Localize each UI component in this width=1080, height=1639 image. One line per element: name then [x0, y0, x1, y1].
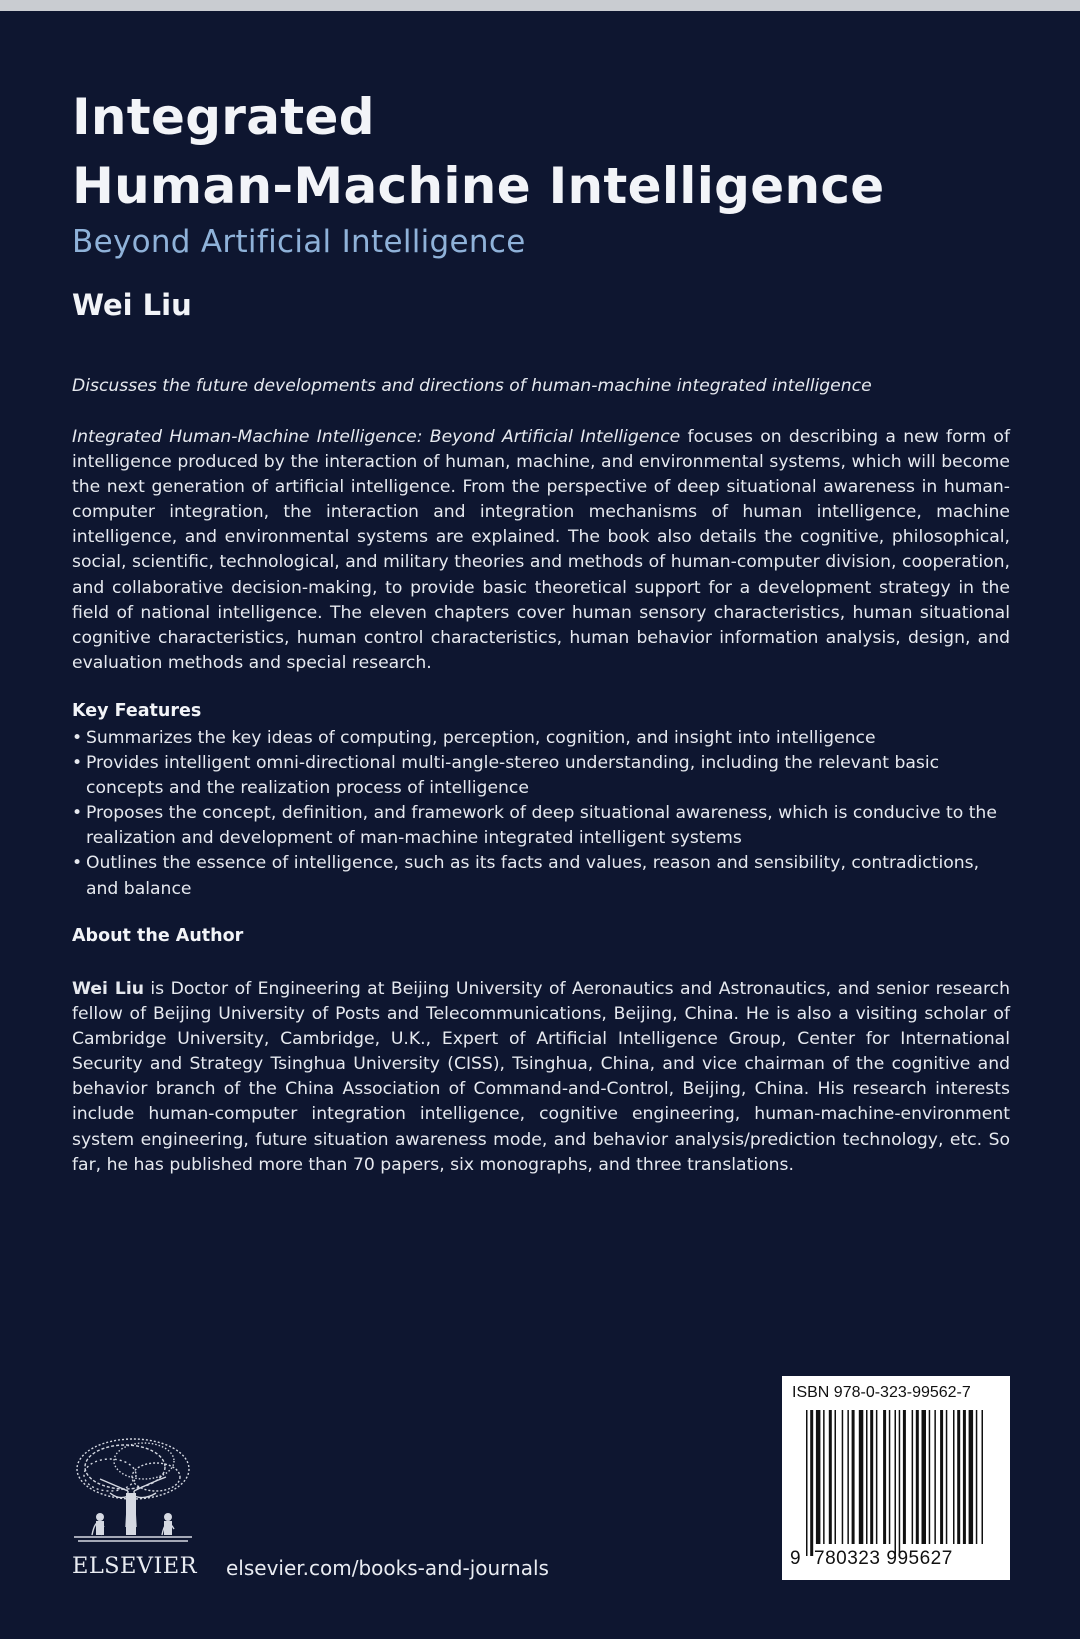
barcode-bar: [957, 1410, 960, 1544]
publisher-url[interactable]: elsevier.com/books-and-journals: [226, 1556, 549, 1580]
bullet: •: [72, 728, 83, 748]
key-feature-text: Provides intelligent omni-directional multi-angle-stereo understanding, including the relevant basic concepts and the realization process of intelligence: [86, 753, 940, 799]
barcode-bar: [889, 1410, 891, 1544]
key-feature-text: Summarizes the key ideas of computing, perception, cognition, and insight into intelligence: [86, 728, 876, 748]
barcode-bar: [823, 1410, 825, 1544]
key-feature-item: [72, 726, 1010, 751]
key-features-list: [72, 726, 1010, 902]
bullet: •: [72, 853, 83, 874]
barcode-bar: [870, 1410, 873, 1544]
barcode-bar: [829, 1410, 832, 1544]
barcode-bar: [912, 1410, 914, 1544]
barcode-bar: [969, 1410, 974, 1544]
key-feature-item: [72, 851, 1010, 901]
elsevier-tree-icon: [70, 1431, 196, 1551]
barcode-digits: [790, 1548, 1006, 1570]
publisher-name: ELSEVIER: [72, 1553, 197, 1579]
book-back-cover: [0, 11, 1080, 1639]
description-text: focuses on describing a new form of intelligence produced by the interaction of human, machine, and environmental systems, which will become the next generation of artificial intelligence. From the perspective of deep situational awareness in human-computer integration, the interaction and integration mechanisms of human intelligence, machine intelligence, and environmental systems are explained. The book also details the cognitive, philosophical, social, scientific, technological, and military theories and methods of human-computer division, cooperation, and collaborative decision-making, to provide basic theoretical support for a development strategy in the field of national intelligence. The eleven chapters cover human sensory characteristics, human situational cognitive characteristics, human control characteristics, human behavior information analysis, design, and evaluation methods and special research.: [72, 427, 1010, 673]
barcode-bar: [866, 1410, 868, 1544]
barcode-bar: [916, 1410, 919, 1544]
barcode-bar: [816, 1410, 821, 1544]
barcode-bar: [876, 1410, 878, 1544]
barcode-bar: [963, 1410, 966, 1544]
book-title: [72, 83, 885, 221]
barcode-bar: [946, 1410, 948, 1544]
bullet: •: [72, 753, 83, 774]
bullet: •: [72, 803, 83, 824]
barcode-bars: [792, 1410, 1000, 1558]
barcode-bar: [859, 1410, 864, 1544]
key-features-heading: Key Features: [72, 701, 202, 721]
barcode-bar: [842, 1410, 844, 1544]
barcode-bar: [883, 1410, 886, 1544]
barcode-bar: [806, 1410, 808, 1556]
barcode-bar: [895, 1410, 897, 1556]
barcode-bar: [835, 1410, 837, 1544]
barcode-digit-group-2: 995627: [886, 1548, 953, 1569]
barcode-bar: [810, 1410, 813, 1556]
about-author-text: [72, 977, 1010, 1178]
about-author-name: Wei Liu: [72, 979, 144, 999]
key-feature-text: Proposes the concept, definition, and framework of deep situational awareness, which is conducive to the realization and development of man-machine integrated intelligent systems: [86, 803, 997, 849]
book-title-line-1: Integrated: [72, 88, 375, 146]
isbn-barcode: [782, 1376, 1010, 1580]
isbn-label: ISBN 978-0-323-99562-7: [792, 1384, 971, 1401]
barcode-bar: [976, 1410, 978, 1544]
key-feature-item: [72, 801, 1010, 851]
top-edge-strip: [0, 0, 1080, 11]
book-description: [72, 425, 1010, 676]
barcode-bar: [847, 1410, 849, 1544]
key-feature-text: Outlines the essence of intelligence, such as its facts and values, reason and sensibility, contradictions, and balance: [86, 853, 980, 899]
barcode-digit-first: 9: [790, 1548, 801, 1569]
barcode-bar: [899, 1410, 901, 1556]
barcode-bar: [929, 1410, 931, 1544]
barcode-bar: [903, 1410, 906, 1544]
about-author-heading: About the Author: [72, 926, 244, 946]
barcode-bar: [852, 1410, 855, 1544]
about-author-bio: is Doctor of Engineering at Beijing University of Aeronautics and Astronautics, and senior research fellow of Beijing University of Posts and Telecommunications, Beijing, China. He is also a visiting scholar of Cambridge University, Cambridge, U.K., Expert of Artificial Intelligence Group, Center for International Security and Strategy Tsinghua University (CISS), Tsinghua, China, and vice chairman of the cognitive and behavior branch of the China Association of Command-and-Control, Beijing, China. His research interests include human-computer integration intelligence, cognitive engineering, human-machine-environment system engineering, future situation awareness mode, and behavior analysis/prediction technology, etc. So far, he has published more than 70 papers, six monographs, and three translations.: [72, 979, 1010, 1175]
barcode-bar: [953, 1410, 955, 1544]
tagline: Discusses the future developments and directions of human-machine integrated intelligence: [72, 376, 872, 396]
barcode-bar: [940, 1410, 943, 1544]
key-feature-item: [72, 751, 1010, 801]
book-subtitle: Beyond Artificial Intelligence: [72, 224, 526, 260]
description-book-title: Integrated Human-Machine Intelligence: Beyond Artificial Intelligence: [72, 427, 681, 447]
barcode-bar: [934, 1410, 936, 1544]
barcode-bar: [982, 1410, 984, 1544]
book-author: Wei Liu: [72, 288, 192, 322]
barcode-digit-group-1: 780323: [814, 1548, 881, 1569]
barcode-bar: [922, 1410, 927, 1544]
book-title-line-2: Human-Machine Intelligence: [72, 157, 885, 215]
